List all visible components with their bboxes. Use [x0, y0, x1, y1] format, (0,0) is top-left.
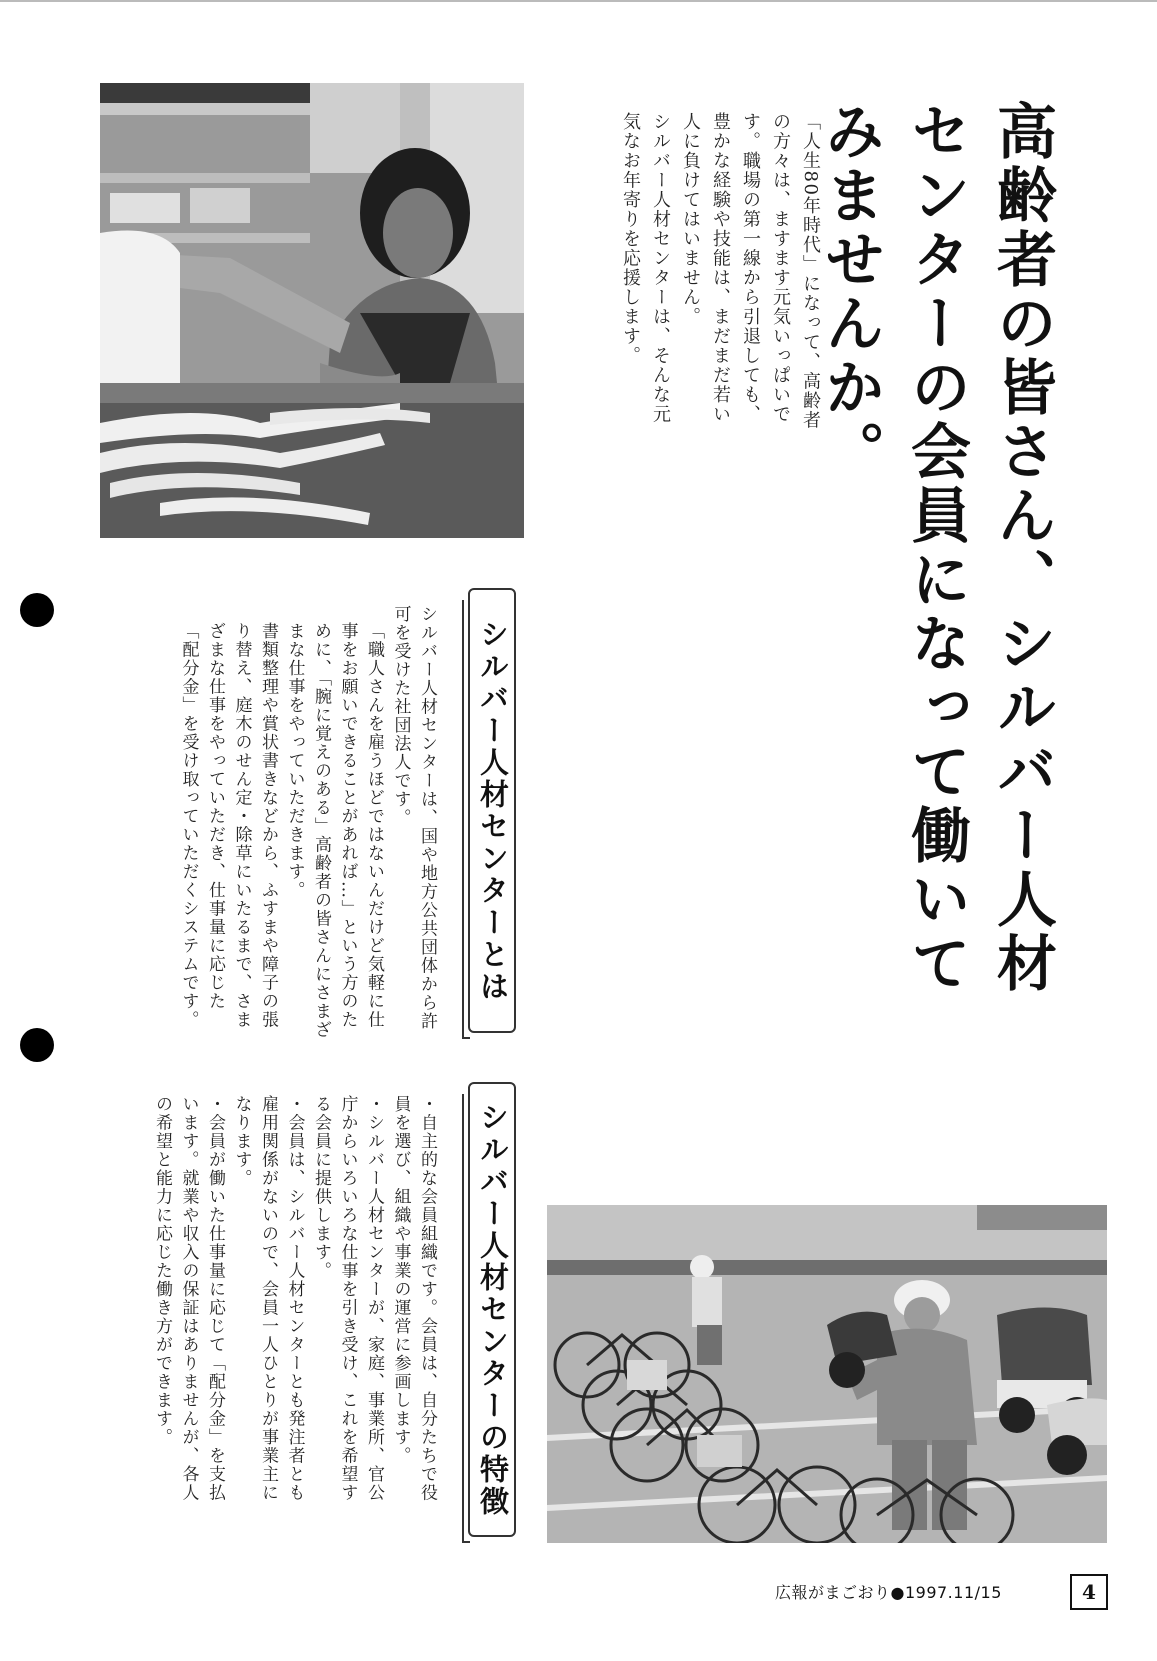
- headline: 高齢者の皆さん、シルバー人材センターの会員になって働いてみませんか。: [815, 100, 1057, 996]
- intro-paragraph: シルバー人材センターは、そんな元気なお年寄りを応援します。: [620, 112, 671, 424]
- page-number: [1070, 1574, 1108, 1610]
- workers-arranging-bicycles-image: [547, 1205, 1107, 1543]
- woman-folding-cloth-image: [100, 83, 524, 538]
- section1-heading-text: シルバー人材センターとは: [476, 618, 510, 1003]
- footer-publication: 広報がまごおり●1997.11/15: [775, 1583, 1002, 1602]
- bottom-photo: [547, 1205, 1107, 1543]
- section2-heading-text: シルバー人材センターの特徴: [476, 1101, 510, 1518]
- feature-bullet: ・シルバー人材センターが、家庭、事業所、官公庁からいろいろな仕事を引き受け、これを希望する会員に提供します。: [311, 1095, 384, 1502]
- section1-body: [140, 605, 440, 1040]
- section2-body: [140, 1095, 440, 1520]
- section1-paragraph: シルバー人材センターは、国や地方公共団体から許可を受けた社団法人です。: [390, 605, 437, 1031]
- section1-paragraph: 書類整理や賞状書きなどから、ふすまや障子の張り替え、庭木のせん定・除草にいたるまで、さまざまな仕事をやっていただき、仕事量に応じた「配分金」を受け取っていただくシステムです。: [178, 622, 278, 1029]
- intro-paragraph: 「人生80年時代」になって、高齢者の方々は、ますます元気いっぱいです。職場の第一線から引退しても、豊かな経験や技能は、まだまだ若い人に負けてはいません。: [680, 112, 821, 431]
- intro-text: [575, 112, 825, 442]
- page-top-edge: [0, 0, 1157, 2]
- feature-bullet: ・会員が働いた仕事量に応じて「配分金」を支払います。就業や収入の保証はありませんが、各人の希望と能力に応じた働き方ができます。: [152, 1095, 225, 1502]
- feature-bullet: ・会員は、シルバー人材センターとも発注者とも雇用関係がないので、会員一人ひとりが事業主になります。: [231, 1095, 305, 1502]
- section2-heading: [468, 1082, 516, 1537]
- top-photo: [100, 83, 524, 538]
- binding-hole: [20, 1028, 54, 1062]
- page-number-text: 4: [1082, 1580, 1096, 1604]
- section1-paragraph: 「職人さんを雇うほどではないんだけど気軽に仕事をお願いできることがあれば…」という方のために、「腕に覚えのある」高齢者の皆さんにさまざまな仕事をやっていただきます。: [284, 622, 384, 1039]
- feature-bullet: ・自主的な会員組織です。会員は、自分たちで役員を選び、組織や事業の運営に参画します。: [390, 1095, 437, 1502]
- binding-hole: [20, 593, 54, 627]
- section1-heading: [468, 588, 516, 1033]
